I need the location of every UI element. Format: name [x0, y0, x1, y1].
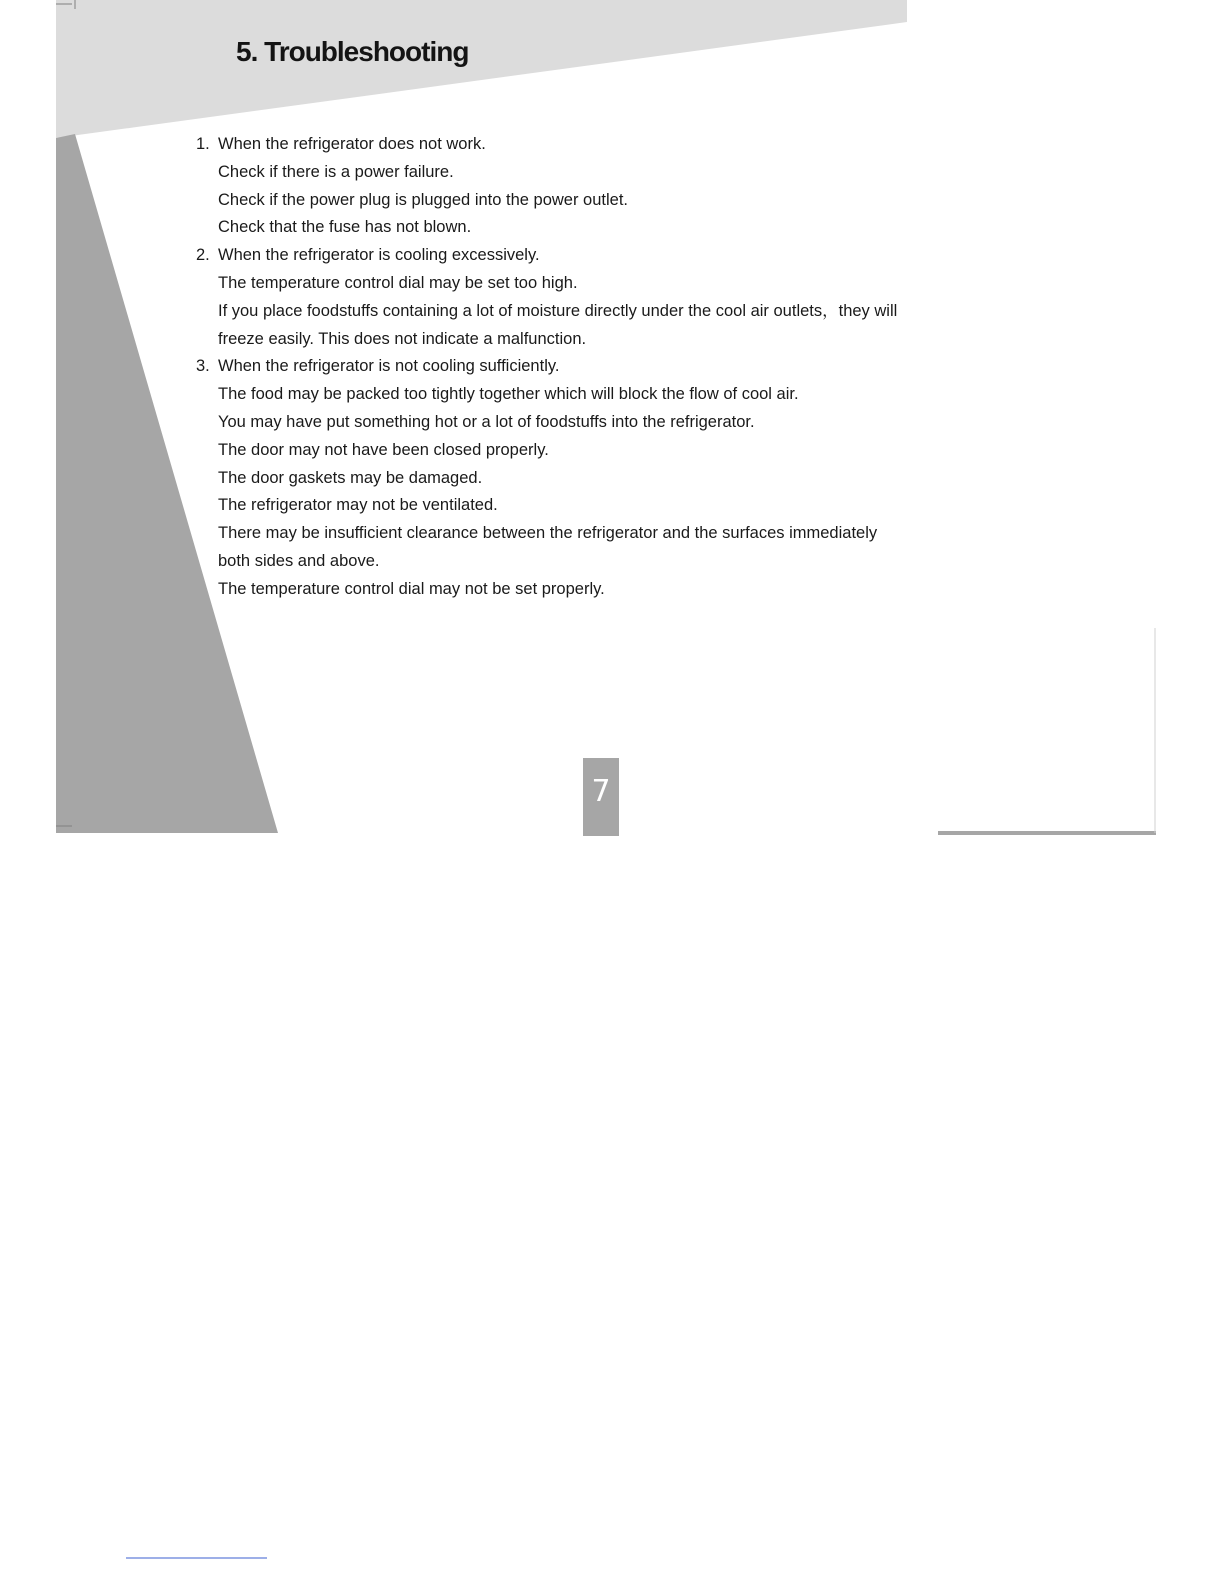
section-title: 5. Troubleshooting	[236, 36, 469, 67]
item-line: freeze easily. This does not indicate a malfunction.	[218, 329, 587, 348]
item-line: The temperature control dial may not be set properly.	[218, 579, 605, 598]
item-lines	[196, 381, 1016, 603]
item-line: The door gaskets may be damaged.	[218, 468, 483, 487]
item-line: There may be insufficient clearance between the refrigerator and the surfaces immediately	[218, 524, 878, 543]
item-line: both sides and above.	[218, 551, 380, 570]
item-lines	[196, 270, 1016, 353]
troubleshooting-list	[196, 131, 1016, 604]
item-heading-text: When the refrigerator does not work.	[218, 135, 486, 153]
item-heading-text: When the refrigerator is cooling excessively.	[218, 246, 540, 265]
item-line: If you place foodstuffs containing a lot of moisture directly under the cool air outlets，they will	[218, 301, 898, 320]
item-heading	[196, 131, 1016, 159]
page-number: 7	[583, 758, 619, 836]
item-number: 1.	[196, 135, 210, 153]
trouble-item	[196, 353, 1016, 603]
item-heading	[196, 242, 1016, 270]
item-number: 2.	[196, 246, 210, 265]
item-heading-text: When the refrigerator is not cooling sufficiently.	[218, 357, 560, 376]
item-line: You may have put something hot or a lot of foodstuffs into the refrigerator.	[218, 412, 755, 431]
item-line: Check if the power plug is plugged into the power outlet.	[218, 190, 629, 209]
item-line: The food may be packed too tightly together which will block the flow of cool air.	[218, 385, 799, 404]
item-line: The refrigerator may not be ventilated.	[218, 496, 498, 515]
item-number: 3.	[196, 357, 210, 376]
item-line: Check that the fuse has not blown.	[218, 218, 472, 237]
trouble-item	[196, 131, 1016, 242]
item-line: Check if there is a power failure.	[218, 162, 454, 181]
item-line: The temperature control dial may be set too high.	[218, 273, 578, 292]
item-heading	[196, 353, 1016, 381]
item-line: The door may not have been closed properly.	[218, 440, 549, 459]
header-band	[56, 0, 907, 138]
item-lines	[196, 159, 1016, 242]
trouble-item	[196, 242, 1016, 353]
